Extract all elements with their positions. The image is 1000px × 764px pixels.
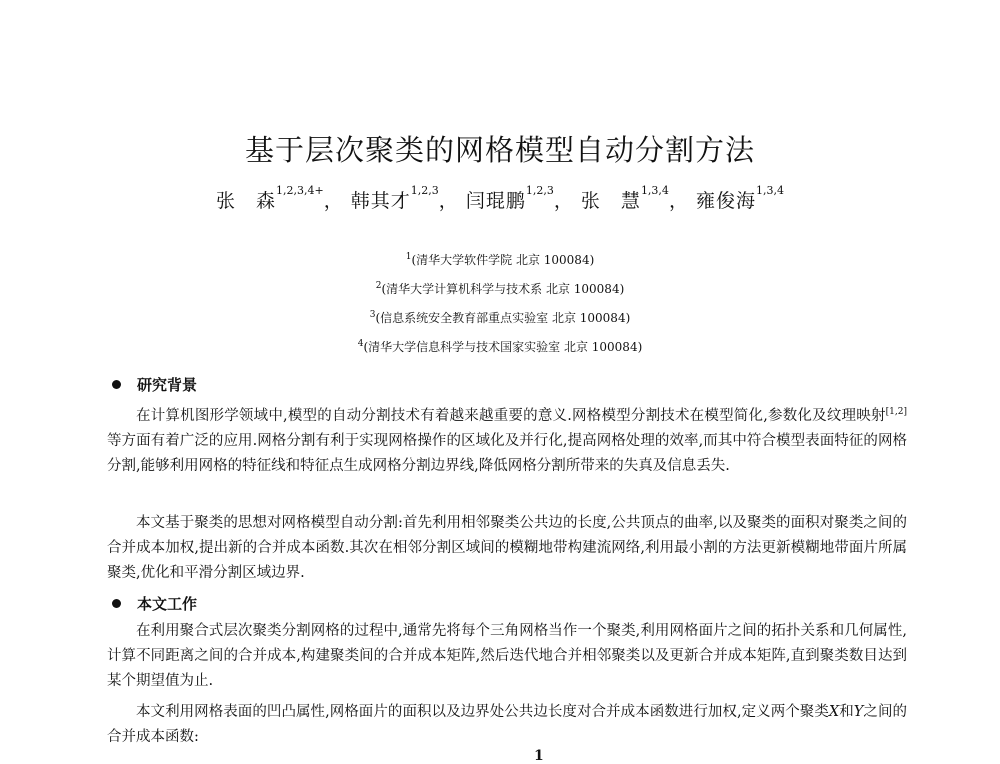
section-heading-work (112, 593, 197, 614)
author-3 (465, 184, 554, 212)
affiliation-number: 3 (369, 310, 376, 320)
affiliation-text: (清华大学信息科学与技术国家实验室 北京 100084) (363, 340, 643, 354)
variable-y: Y (853, 704, 864, 720)
paragraph-text: 本文利用网格表面的凹凸属性,网格面片的面积以及边界处公共边长度对合并成本函数进行加权,定义两个聚类 (136, 704, 829, 720)
author-affil-marks: 1,2,3 (525, 184, 554, 197)
bullet-icon (112, 380, 121, 389)
author-name: 闫琨鹏 (465, 190, 526, 212)
paper-title: 基于层次聚类的网格模型自动分割方法 (244, 133, 755, 167)
author-name: 韩其才 (350, 190, 411, 212)
paragraph-text: 之间的合并成本函数: (107, 704, 908, 745)
paragraph-work-1: 在利用聚合式层次聚类分割网格的过程中,通常先将每个三角网格当作一个聚类,利用网格面片之间的拓扑关系和几何属性,计算不同距离之间的合并成本,构建聚类间的合并成本矩阵,然后迭代地合并相邻聚类以及更新合并成本矩阵,直到聚类数目达到某个期望值为止. (107, 623, 907, 689)
author-name: 张 慧 (580, 190, 641, 212)
author-separator: ， (553, 190, 574, 212)
affiliation-text: (清华大学计算机科学与技术系 北京 100084) (381, 282, 625, 296)
paragraph-work-2 (107, 700, 907, 750)
author-affil-marks: 1,3,4 (756, 184, 785, 197)
author-affil-marks: 1,2,3,4+ (276, 184, 324, 197)
author-separator: ， (668, 190, 689, 212)
author-5 (696, 184, 785, 212)
affiliation-1 (0, 244, 1000, 273)
author-affil-marks: 1,2,3 (410, 184, 439, 197)
author-name: 张 森 (215, 190, 276, 212)
paragraph-text: 等方面有着广泛的应用.网格分割有利于实现网格操作的区域化及并行化,提高网格处理的效率,而其中符合模型表面特征的网格分割,能够利用网格的特征线和特征点生成网格分割边界线,降低网格分割所带来的失真及信息丢失. (107, 432, 907, 474)
author-4 (580, 184, 669, 212)
affiliation-text: (信息系统安全教育部重点实验室 北京 100084) (375, 311, 631, 325)
variable-x: X (828, 704, 840, 720)
paragraph-text: 在计算机图形学领域中,模型的自动分割技术有着越来越重要的意义.网格模型分割技术在模型简化,参数化及纹理映射 (136, 407, 886, 424)
author-name: 雍俊海 (696, 190, 757, 212)
affiliation-number: 4 (357, 339, 364, 349)
section-heading-text: 本文工作 (137, 595, 198, 613)
section-heading-text: 研究背景 (137, 376, 198, 394)
affiliation-3 (0, 302, 1000, 331)
citation: [1,2] (885, 407, 907, 417)
author-1 (215, 184, 324, 212)
author-2 (350, 184, 439, 212)
bullet-icon (112, 599, 121, 608)
affiliation-4 (0, 331, 1000, 360)
paragraph-text: 和 (839, 704, 854, 720)
section-heading-background (112, 374, 197, 395)
paragraph-background-2: 本文基于聚类的思想对网格模型自动分割:首先利用相邻聚类公共边的长度,公共顶点的曲率,以及聚类的面积对聚类之间的合并成本加权,提出新的合并成本函数.其次在相邻分割区域间的模糊地带构建流网络,利用最小割的方法更新模糊地带面片所属聚类,优化和平滑分割区域边界. (107, 515, 907, 581)
author-affil-marks: 1,3,4 (640, 184, 669, 197)
author-separator: ， (323, 190, 344, 212)
paragraph-background-1 (107, 400, 907, 479)
affiliation-text: (清华大学软件学院 北京 100084) (411, 253, 595, 267)
affiliation-2 (0, 273, 1000, 302)
affiliation-list (0, 244, 1000, 360)
page-number: 1 (534, 748, 544, 764)
author-list (0, 186, 1000, 213)
affiliation-number: 2 (375, 281, 382, 291)
affiliation-number: 1 (405, 252, 412, 262)
author-separator: ， (438, 190, 459, 212)
